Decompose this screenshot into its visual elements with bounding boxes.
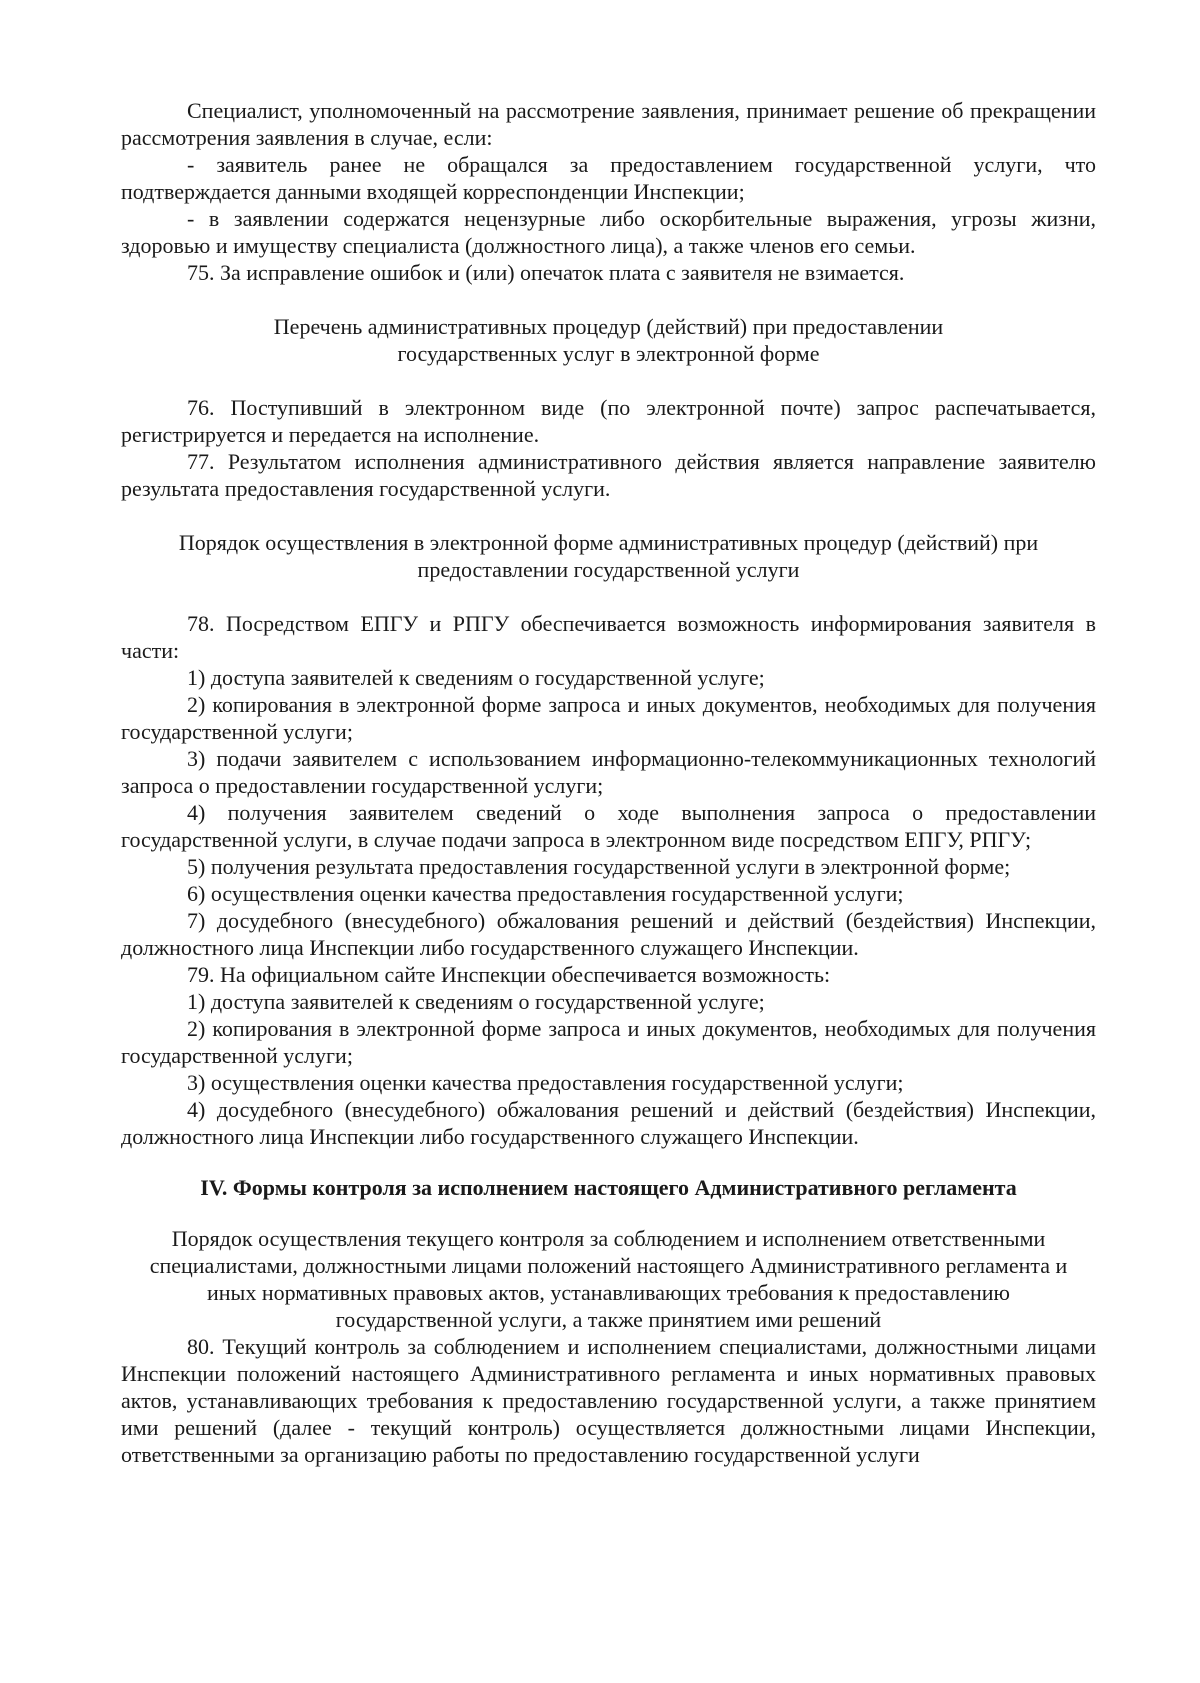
section-spacer [121, 583, 1096, 610]
section-spacer [121, 502, 1096, 529]
paragraph: 76. Поступивший в электронном виде (по электронной почте) запрос распечатывается, регистрируется и передается на исполнение. [121, 395, 1096, 447]
document-page [121, 97, 1096, 1468]
paragraph: 2) копирования в электронной форме запроса и иных документов, необходимых для получения государственной услуги; [121, 1016, 1096, 1068]
heading-line: специалистами, должностными лицами положений настоящего Административного регламента и [149, 1253, 1068, 1278]
section-spacer [121, 1201, 1096, 1225]
paragraph: 80. Текущий контроль за соблюдением и исполнением специалистами, должностными лицами Инспекции положений настоящего Административного регламента и иных нормативных правовых актов, устанавливающих требования к предоставлению государственной услуги, а также принятием ими решений (далее - текущий контроль) осуществляется должностными лицами Инспекции, ответственными за организацию работы по предоставлению государственной услуги [121, 1334, 1096, 1467]
paragraph: 77. Результатом исполнения административного действия является направление заявителю результата предоставления государственной услуги. [121, 449, 1096, 501]
paragraph: 79. На официальном сайте Инспекции обеспечивается возможность: [187, 962, 831, 987]
heading-line: Порядок осуществления текущего контроля за соблюдением и исполнением ответственными [171, 1226, 1046, 1251]
paragraph: Специалист, уполномоченный на рассмотрение заявления, принимает решение об прекращении рассмотрения заявления в случае, если: [121, 98, 1096, 150]
subsection-heading [121, 1225, 1096, 1333]
paragraph: 75. За исправление ошибок и (или) опечаток плата с заявителя не взимается. [187, 260, 905, 285]
heading-line: государственных услуг в электронной форме [397, 341, 820, 366]
heading-line: иных нормативных правовых актов, устанавливающих требования к предоставлению [207, 1280, 1010, 1305]
paragraph: 1) доступа заявителей к сведениям о государственной услуге; [187, 665, 765, 690]
paragraph: 5) получения результата предоставления государственной услуги в электронной форме; [187, 854, 1011, 879]
paragraph: 7) досудебного (внесудебного) обжалования решений и действий (бездействия) Инспекции, должностного лица Инспекции либо государственного служащего Инспекции. [121, 908, 1096, 960]
subsection-heading [121, 313, 1096, 367]
section-spacer [121, 1150, 1096, 1174]
paragraph: 78. Посредством ЕПГУ и РПГУ обеспечивается возможность информирования заявителя в части: [121, 611, 1096, 663]
paragraph: 3) подачи заявителем с использованием информационно-телекоммуникационных технологий запроса о предоставлении государственной услуги; [121, 746, 1096, 798]
heading-line: Порядок осуществления в электронной форме административных процедур (действий) при [178, 530, 1039, 555]
paragraph: 1) доступа заявителей к сведениям о государственной услуге; [187, 989, 765, 1014]
subsection-heading [121, 529, 1096, 583]
heading-line: Перечень административных процедур (действий) при предоставлении [273, 314, 944, 339]
paragraph: - в заявлении содержатся нецензурные либо оскорбительные выражения, угрозы жизни, здоровью и имуществу специалиста (должностного лица), а также членов его семьи. [121, 206, 1096, 258]
heading-line: государственной услуги, а также принятием ими решений [335, 1307, 882, 1332]
paragraph: 6) осуществления оценки качества предоставления государственной услуги; [187, 881, 904, 906]
heading-line: предоставлении государственной услуги [417, 557, 800, 582]
section-title [121, 1174, 1096, 1201]
section-spacer [121, 286, 1096, 313]
paragraph: 2) копирования в электронной форме запроса и иных документов, необходимых для получения государственной услуги; [121, 692, 1096, 744]
heading-line: IV. Формы контроля за исполнением настоящего Административного регламента [200, 1175, 1017, 1200]
paragraph: - заявитель ранее не обращался за предоставлением государственной услуги, что подтверждается данными входящей корреспонденции Инспекции; [121, 152, 1096, 204]
paragraph: 4) получения заявителем сведений о ходе выполнения запроса о предоставлении государственной услуги, в случае подачи запроса в электронном виде посредством ЕПГУ, РПГУ; [121, 800, 1096, 852]
paragraph: 3) осуществления оценки качества предоставления государственной услуги; [187, 1070, 904, 1095]
section-spacer [121, 367, 1096, 394]
paragraph: 4) досудебного (внесудебного) обжалования решений и действий (бездействия) Инспекции, должностного лица Инспекции либо государственного служащего Инспекции. [121, 1097, 1096, 1149]
